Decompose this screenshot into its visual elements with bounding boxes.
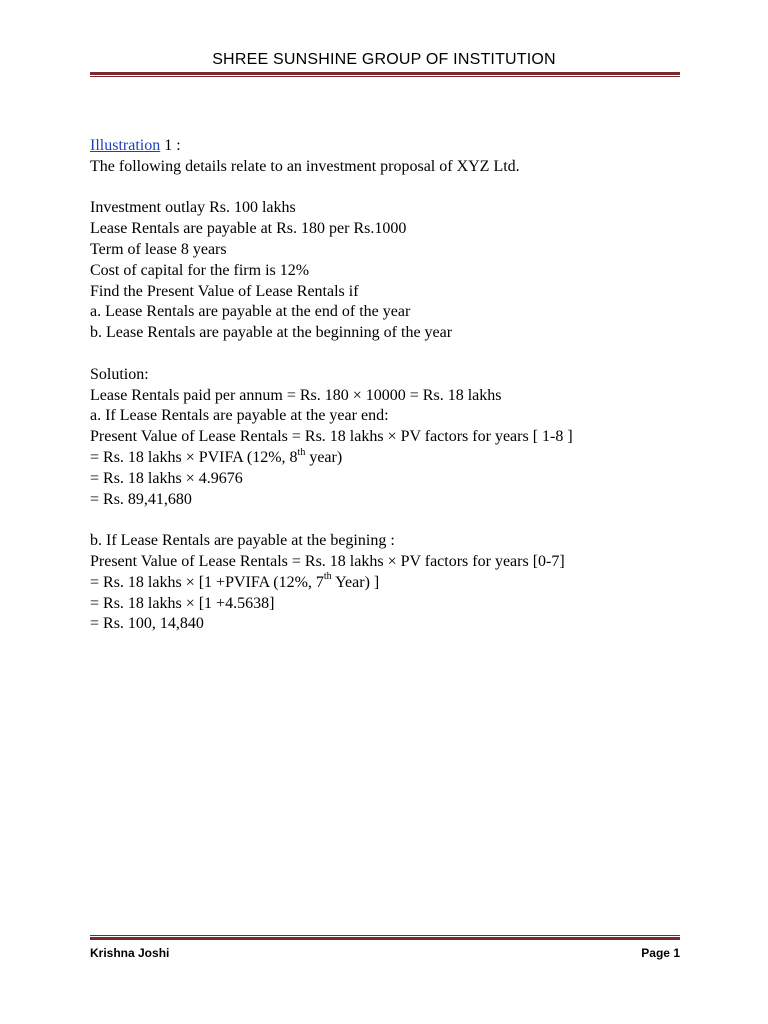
detail-line: Lease Rentals are payable at Rs. 180 per Rs.1000 — [90, 220, 407, 238]
detail-line: a. Lease Rentals are payable at the end of the year — [90, 303, 411, 321]
spacer — [90, 344, 690, 365]
illustration-link[interactable]: Illustration — [90, 137, 161, 154]
detail-line: Find the Present Value of Lease Rentals if — [90, 282, 359, 300]
document-body — [90, 136, 690, 635]
part-a-line — [90, 448, 690, 469]
header-divider — [90, 72, 680, 78]
detail-line: Term of lease 8 years — [90, 240, 227, 258]
part-a-text: = Rs. 18 lakhs × PVIFA (12%, 8 — [90, 448, 298, 466]
detail-line: Cost of capital for the firm is 12% — [90, 261, 310, 279]
footer-author: Krishna Joshi — [90, 946, 170, 960]
part-a-heading: a. If Lease Rentals are payable at the year end: — [90, 407, 389, 425]
part-a-line: Present Value of Lease Rentals = Rs. 18 lakhs × PV factors for years [ 1-8 ] — [90, 428, 573, 446]
page-header-title: SHREE SUNSHINE GROUP OF INSTITUTION — [212, 51, 556, 68]
part-a-line: = Rs. 18 lakhs × 4.9676 — [90, 469, 243, 487]
part-b-text: = Rs. 18 lakhs × [1 +PVIFA (12%, 7 — [90, 573, 324, 591]
superscript: th — [297, 446, 306, 458]
solution-per-annum: Lease Rentals paid per annum = Rs. 180 × 10000 = Rs. 18 lakhs — [90, 386, 502, 404]
part-b-result: = Rs. 100, 14,840 — [90, 615, 204, 633]
part-b-line: Present Value of Lease Rentals = Rs. 18 lakhs × PV factors for years [0-7] — [90, 552, 565, 570]
detail-line: Investment outlay Rs. 100 lakhs — [90, 199, 296, 217]
spacer — [90, 178, 690, 199]
page-number: Page 1 — [641, 946, 680, 960]
part-a-result: = Rs. 89,41,680 — [90, 490, 192, 508]
spacer — [90, 510, 690, 531]
illustration-number: 1 : — [164, 137, 181, 154]
part-b-line: = Rs. 18 lakhs × [1 +4.5638] — [90, 594, 275, 612]
superscript: th — [323, 571, 332, 583]
footer-divider-thin — [90, 935, 680, 936]
solution-heading: Solution: — [90, 365, 149, 383]
part-b-heading: b. If Lease Rentals are payable at the begining : — [90, 532, 395, 550]
part-b-text: Year) ] — [331, 573, 380, 591]
page-footer — [90, 945, 680, 963]
detail-line: b. Lease Rentals are payable at the beginning of the year — [90, 324, 453, 342]
illustration-intro: The following details relate to an investment proposal of XYZ Ltd. — [90, 157, 520, 175]
header-divider-thick — [90, 72, 680, 75]
illustration-heading — [90, 136, 690, 157]
footer-divider — [90, 935, 680, 941]
part-a-text: year) — [305, 448, 343, 466]
part-b-line — [90, 573, 690, 594]
header-divider-thin — [90, 76, 680, 77]
footer-divider-thick — [90, 937, 680, 940]
